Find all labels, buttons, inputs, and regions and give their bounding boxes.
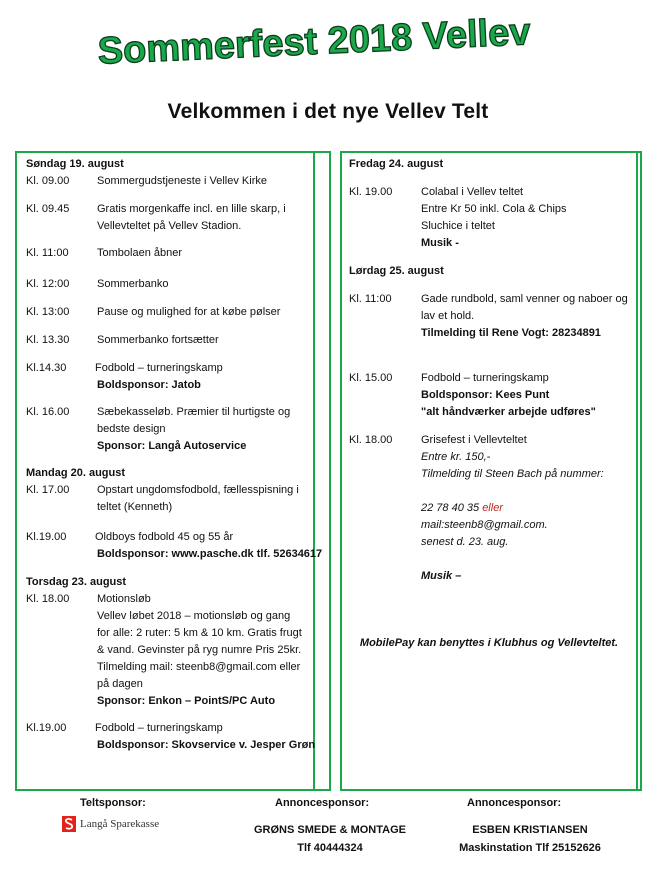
day-heading: Fredag 24. august	[349, 158, 444, 170]
event-description: Opstart ungdomsfodbold, fællesspisning i teltet (Kenneth)	[97, 484, 299, 513]
event-description: Grisefest i Vellevteltet Entre kr. 150,- Tilmelding til Steen Bach på nummer: 22 78 40 35 eller mail:steenb8@gmail.com. senest d. 23. aug. Musik –	[421, 434, 604, 582]
event-time: Kl.19.00	[26, 531, 67, 543]
day-heading: Mandag 20. august	[26, 467, 126, 479]
event-description: Motionsløb Vellev løbet 2018 – motionsløb og gang for alle: 2 ruter: 5 km & 10 km. Gratis frugt & vand. Gevinster på ryg numre Pris 25kr. Tilmelding mail: steenb8@gmail.com eller på dagen Sponsor: Enkon – PointS/PC Auto	[97, 591, 302, 710]
event-time: Kl. 13:00	[26, 306, 70, 318]
event-time: Kl.14.30	[26, 362, 67, 374]
page-title-banner	[34, 4, 594, 76]
sponsor-logo	[62, 816, 159, 832]
sponsor-line: Boldsponsor: Kees Punt	[421, 389, 550, 401]
program-right-column	[340, 151, 642, 791]
event-description: Oldboys fodbold 45 og 55 år Boldsponsor: www.pasche.dk tlf. 52634617	[95, 529, 322, 563]
sponsor-line: Boldsponsor: Jatob	[97, 379, 201, 391]
tent-sponsor-label: Teltsponsor:	[80, 797, 146, 809]
event-description: Sommergudstjeneste i Vellev Kirke	[97, 175, 267, 187]
ad-sponsor-label: Annoncesponsor:	[467, 797, 562, 809]
event-time: Kl. 16.00	[26, 406, 70, 418]
ad-sponsor-label: Annoncesponsor:	[275, 797, 370, 809]
event-description: Fodbold – turneringskamp Boldsponsor: Jatob	[95, 360, 223, 394]
event-time: Kl. 09.00	[26, 175, 70, 187]
day-heading: Søndag 19. august	[26, 158, 124, 170]
event-time: Kl. 18.00	[349, 434, 393, 446]
email-address: mail:steenb8@gmail.com.	[421, 519, 548, 531]
ad-sponsor-2: ESBEN KRISTIANSEN Maskinstation Tlf 25152626	[459, 824, 601, 854]
event-time: Kl. 11:00	[26, 247, 69, 259]
event-description: Gratis morgenkaffe incl. en lille skarp, i Vellevteltet på Vellev Stadion.	[97, 203, 286, 232]
title-wordart	[34, 4, 594, 76]
event-description: Sommerbanko	[97, 278, 169, 290]
column-inner-border	[636, 153, 638, 789]
event-description: Fodbold – turneringskamp Boldsponsor: Kees Punt "alt håndværker arbejde udføres"	[421, 370, 596, 421]
event-time: Kl. 09.45	[26, 203, 70, 215]
event-description: Colabal i Vellev teltet Entre Kr 50 inkl. Cola & Chips Sluchice i teltet Musik -	[421, 186, 567, 249]
event-time: Kl.19.00	[26, 722, 67, 734]
event-time: Kl. 11:00	[349, 293, 392, 305]
event-description: Fodbold – turneringskamp Boldsponsor: Skovservice v. Jesper Grøn	[95, 720, 315, 754]
event-time: Kl. 17.00	[26, 484, 70, 496]
column-inner-border	[313, 153, 315, 789]
event-time: Kl. 18.00	[26, 593, 70, 605]
day-heading: Torsdag 23. august	[26, 576, 127, 588]
ad-sponsor-1: GRØNS SMEDE & MONTAGE Tlf 40444324	[254, 824, 406, 854]
signup-line: Tilmelding til Rene Vogt: 28234891	[421, 327, 601, 339]
event-description: Tombolaen åbner	[97, 247, 183, 259]
event-time: Kl. 12:00	[26, 278, 70, 290]
day-heading: Lørdag 25. august	[349, 265, 444, 277]
sponsor-line: Boldsponsor: Skovservice v. Jesper Grøn	[97, 739, 316, 751]
sponsor-slogan: "alt håndværker arbejde udføres"	[421, 406, 596, 418]
page-subtitle: Velkommen i det nye Vellev Telt	[167, 100, 489, 123]
sponsor-line: Sponsor: Langå Autoservice	[97, 440, 247, 452]
sponsor-logo-text: Langå Sparekasse	[80, 818, 160, 830]
event-description: Sæbekasseløb. Præmier til hurtigste og bedste design Sponsor: Langå Autoservice	[97, 404, 290, 455]
event-time: Kl. 15.00	[349, 372, 393, 384]
event-time: Kl. 13.30	[26, 334, 70, 346]
sponsor-line: Boldsponsor: www.pasche.dk tlf. 52634617	[97, 548, 323, 560]
phone-number: 22 78 40 35	[421, 502, 480, 514]
sponsor-line: Sponsor: Enkon – PointS/PC Auto	[97, 695, 276, 707]
sparekasse-s-icon	[62, 816, 76, 832]
event-time: Kl. 19.00	[349, 186, 393, 198]
program-left-column	[15, 151, 331, 791]
mobilepay-note: MobilePay kan benyttes i Klubhus og Vellevteltet.	[359, 637, 619, 649]
event-description: Sommerbanko fortsætter	[97, 334, 219, 346]
page-title: Sommerfest 2018 Vellev	[96, 11, 532, 73]
event-description: Gade rundbold, saml venner og naboer og lav et hold. Tilmelding til Rene Vogt: 28234891	[421, 291, 628, 342]
event-description: Pause og mulighed for at købe pølser	[97, 306, 281, 318]
